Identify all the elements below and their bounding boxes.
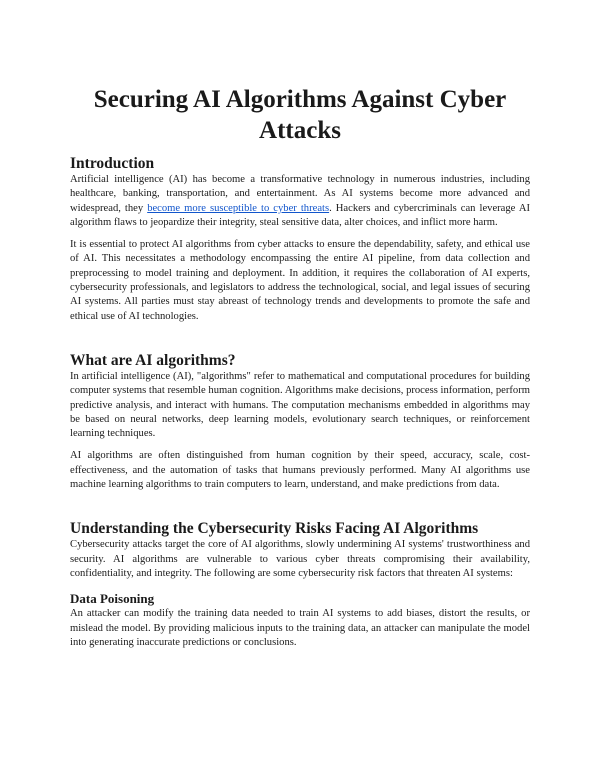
- paragraph-intro-1: [70, 173, 530, 230]
- heading-data-poisoning: Data Poisoning: [70, 591, 155, 607]
- paragraph-what-1: In artificial intelligence (AI), "algorithms" refer to mathematical and computational procedures for building computer systems that resemble human cognition. Algorithms make decisions, process information, perform predictive analysis, and interact with humans. The computation mechanisms embedded in algorithms may be based on neural networks, deep learning models, evolutionary search techniques, or reinforcement learning techniques.: [70, 370, 530, 440]
- paragraph-intro-2: It is essential to protect AI algorithms from cyber attacks to ensure the dependability, safety, and ethical use of AI. This necessitates a methodology encompassing the entire AI pipeline, from data collection and preprocessing to model training and deployment. In addition, it requires the collaboration of AI experts, cybersecurity professionals, and legislators to address the technological, social, and legal issues of securing AI systems. All parties must stay abreast of technology trends and developments to promote the safe and ethical use of AI technologies.: [70, 239, 530, 322]
- intro-text-before-link: Artificial intelligence (AI) has become a transformative technology in numerous industries, including healthcare, banking, transportation, and entertainment. As AI systems become more advanced and widespread, they: [70, 174, 530, 214]
- heading-cybersecurity-risks: Understanding the Cybersecurity Risks Facing AI Algorithms: [70, 520, 479, 538]
- paragraph-risks-1: Cybersecurity attacks target the core of AI algorithms, slowly undermining AI systems' trustworthiness and security. AI algorithms are vulnerable to various cyber threats compromising their availability, confidentiality, and integrity. The following are some cybersecurity risk factors that threaten AI systems:: [70, 539, 530, 579]
- heading-what-are-ai-algorithms: What are AI algorithms?: [70, 351, 236, 369]
- paragraph-what-2: AI algorithms are often distinguished from human cognition by their speed, accuracy, scale, cost-effectiveness, and the automation of tasks that humans previously performed. Many AI algorithms use machine learning algorithms to train computers to learn, understand, and make predictions from data.: [70, 450, 530, 491]
- intro-text-after-link: . Hackers and cybercriminals can leverage AI algorithm flaws to jeopardize their integrity, steal sensitive data, alter choices, and inflict more harm.: [70, 202, 530, 228]
- paragraph-data-poisoning: An attacker can modify the training data needed to train AI systems to add biases, distort the results, or mislead the model. By providing malicious inputs to the training data, an attacker can manipulate the model into generating inaccurate predictions or conclusions.: [70, 608, 530, 648]
- document-title: Securing AI Algorithms Against Cyber Attacks: [93, 86, 507, 144]
- cyber-threats-link[interactable]: become more susceptible to cyber threats: [147, 202, 330, 214]
- heading-introduction: Introduction: [70, 155, 155, 172]
